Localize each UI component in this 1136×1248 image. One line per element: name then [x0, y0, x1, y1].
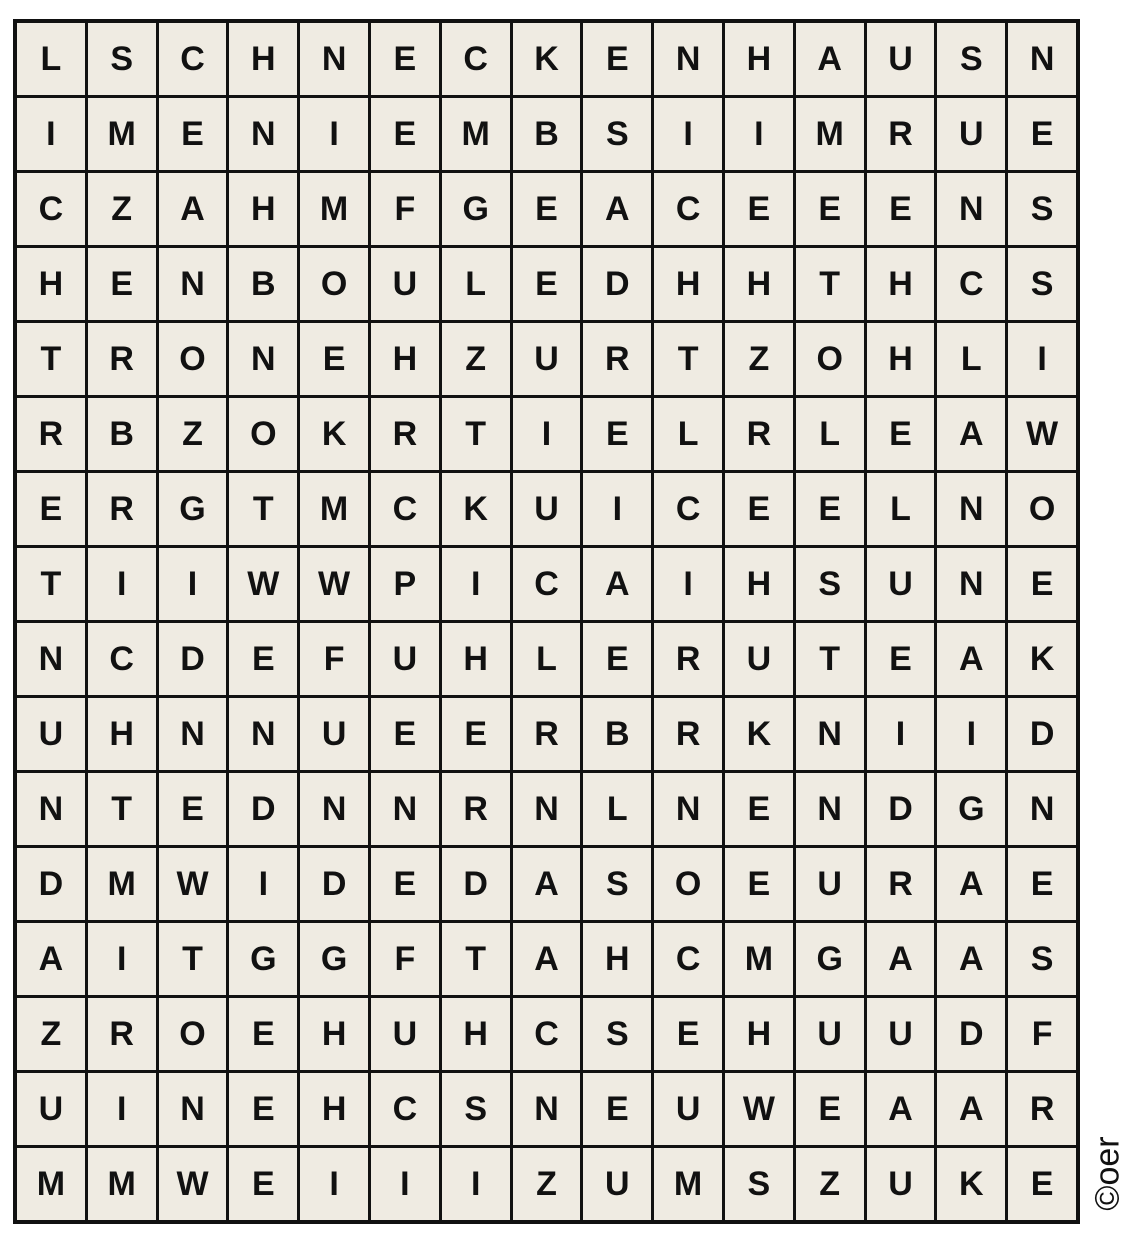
grid-cell[interactable]: K — [513, 23, 581, 95]
grid-cell[interactable]: R — [654, 698, 722, 770]
grid-cell[interactable]: B — [88, 398, 156, 470]
grid-cell[interactable]: Z — [725, 323, 793, 395]
grid-cell[interactable]: H — [867, 248, 935, 320]
grid-cell[interactable]: N — [229, 323, 297, 395]
grid-cell[interactable]: E — [796, 173, 864, 245]
grid-cell[interactable]: F — [371, 173, 439, 245]
grid-cell[interactable]: A — [513, 923, 581, 995]
grid-cell[interactable]: N — [654, 773, 722, 845]
grid-cell[interactable]: H — [583, 923, 651, 995]
grid-cell[interactable]: E — [583, 623, 651, 695]
grid-cell[interactable]: T — [159, 923, 227, 995]
grid-cell[interactable]: C — [17, 173, 85, 245]
copyright-notice — [1086, 1118, 1130, 1228]
grid-cell[interactable]: E — [371, 98, 439, 170]
grid-cell[interactable]: S — [88, 23, 156, 95]
grid-cell[interactable]: N — [937, 548, 1005, 620]
grid-cell[interactable]: U — [371, 998, 439, 1070]
grid-cell[interactable]: E — [229, 1073, 297, 1145]
grid-cell[interactable]: L — [937, 323, 1005, 395]
grid-cell[interactable]: M — [300, 473, 368, 545]
grid-cell[interactable]: Z — [796, 1148, 864, 1220]
grid-cell[interactable]: S — [583, 848, 651, 920]
grid-cell[interactable]: C — [654, 923, 722, 995]
grid-cell[interactable]: E — [229, 1148, 297, 1220]
grid-cell[interactable]: T — [229, 473, 297, 545]
grid-cell[interactable]: L — [796, 398, 864, 470]
grid-cell[interactable]: M — [88, 848, 156, 920]
grid-cell[interactable]: U — [796, 848, 864, 920]
grid-cell[interactable]: L — [442, 248, 510, 320]
grid-cell[interactable]: N — [796, 698, 864, 770]
grid-cell[interactable]: H — [725, 548, 793, 620]
grid-cell[interactable]: S — [1008, 173, 1076, 245]
grid-cell[interactable]: O — [300, 248, 368, 320]
grid-cell[interactable]: L — [583, 773, 651, 845]
grid-cell[interactable]: K — [442, 473, 510, 545]
grid-cell[interactable]: K — [1008, 623, 1076, 695]
grid-cell[interactable]: O — [229, 398, 297, 470]
grid-cell[interactable]: G — [937, 773, 1005, 845]
grid-cell[interactable]: R — [867, 98, 935, 170]
grid-cell[interactable]: M — [796, 98, 864, 170]
grid-cell[interactable]: D — [229, 773, 297, 845]
grid-cell[interactable]: G — [229, 923, 297, 995]
grid-cell[interactable]: S — [583, 998, 651, 1070]
grid-cell[interactable]: R — [88, 323, 156, 395]
grid-cell[interactable]: I — [513, 398, 581, 470]
grid-cell[interactable]: I — [88, 548, 156, 620]
grid-cell[interactable]: N — [513, 773, 581, 845]
grid-cell[interactable]: E — [513, 173, 581, 245]
grid-cell[interactable]: K — [937, 1148, 1005, 1220]
grid-cell[interactable]: D — [17, 848, 85, 920]
grid-cell[interactable]: U — [867, 548, 935, 620]
grid-cell[interactable]: W — [1008, 398, 1076, 470]
grid-cell[interactable]: G — [300, 923, 368, 995]
grid-cell[interactable]: E — [796, 473, 864, 545]
grid-cell[interactable]: N — [17, 623, 85, 695]
grid-cell[interactable]: N — [371, 773, 439, 845]
grid-cell[interactable]: G — [159, 473, 227, 545]
grid-cell[interactable]: H — [654, 248, 722, 320]
grid-cell[interactable]: Z — [17, 998, 85, 1070]
grid-cell[interactable]: R — [583, 323, 651, 395]
grid-cell[interactable]: W — [159, 848, 227, 920]
grid-cell[interactable]: C — [513, 548, 581, 620]
grid-cell[interactable]: E — [1008, 548, 1076, 620]
grid-cell[interactable]: O — [654, 848, 722, 920]
grid-cell[interactable]: M — [442, 98, 510, 170]
grid-cell[interactable]: U — [371, 623, 439, 695]
grid-cell[interactable]: S — [1008, 248, 1076, 320]
grid-cell[interactable]: N — [1008, 23, 1076, 95]
grid-cell[interactable]: I — [17, 98, 85, 170]
grid-cell[interactable]: W — [159, 1148, 227, 1220]
grid-cell[interactable]: W — [229, 548, 297, 620]
grid-cell[interactable]: A — [513, 848, 581, 920]
grid-cell[interactable]: E — [371, 23, 439, 95]
grid-cell[interactable]: N — [229, 698, 297, 770]
grid-cell[interactable]: U — [17, 1073, 85, 1145]
grid-cell[interactable]: C — [513, 998, 581, 1070]
grid-cell[interactable]: T — [442, 398, 510, 470]
grid-cell[interactable]: L — [513, 623, 581, 695]
grid-cell[interactable]: B — [513, 98, 581, 170]
grid-cell[interactable]: A — [583, 173, 651, 245]
grid-cell[interactable]: M — [88, 98, 156, 170]
grid-cell[interactable]: A — [17, 923, 85, 995]
grid-cell[interactable]: N — [1008, 773, 1076, 845]
grid-cell[interactable]: I — [229, 848, 297, 920]
grid-cell[interactable]: U — [867, 998, 935, 1070]
copyright-text: ©oer — [1088, 1135, 1127, 1211]
grid-cell[interactable]: U — [937, 98, 1005, 170]
grid-cell[interactable]: I — [654, 98, 722, 170]
grid-cell[interactable]: I — [88, 923, 156, 995]
grid-cell[interactable]: I — [654, 548, 722, 620]
grid-cell[interactable]: E — [159, 773, 227, 845]
grid-cell[interactable]: U — [513, 323, 581, 395]
grid-cell[interactable]: H — [442, 623, 510, 695]
grid-cell[interactable]: N — [654, 23, 722, 95]
grid-cell[interactable]: E — [725, 473, 793, 545]
grid-cell[interactable]: E — [583, 23, 651, 95]
grid-cell[interactable]: R — [725, 398, 793, 470]
grid-cell[interactable]: U — [513, 473, 581, 545]
grid-cell[interactable]: S — [1008, 923, 1076, 995]
grid-cell[interactable]: U — [17, 698, 85, 770]
grid-cell[interactable]: E — [725, 773, 793, 845]
grid-cell[interactable]: H — [88, 698, 156, 770]
grid-cell[interactable]: T — [17, 548, 85, 620]
grid-cell[interactable]: D — [867, 773, 935, 845]
grid-cell[interactable]: I — [442, 1148, 510, 1220]
grid-cell[interactable]: O — [159, 323, 227, 395]
grid-cell[interactable]: R — [88, 998, 156, 1070]
grid-cell[interactable]: U — [796, 998, 864, 1070]
grid-cell[interactable]: E — [1008, 98, 1076, 170]
grid-cell[interactable]: F — [300, 623, 368, 695]
grid-cell[interactable]: E — [513, 248, 581, 320]
grid-cell[interactable]: I — [867, 698, 935, 770]
grid-cell[interactable]: G — [442, 173, 510, 245]
grid-cell[interactable]: E — [583, 398, 651, 470]
grid-cell[interactable]: N — [159, 698, 227, 770]
grid-cell[interactable]: F — [1008, 998, 1076, 1070]
grid-cell[interactable]: C — [442, 23, 510, 95]
grid-cell[interactable]: D — [442, 848, 510, 920]
grid-cell[interactable]: U — [867, 1148, 935, 1220]
grid-cell[interactable]: R — [442, 773, 510, 845]
grid-cell[interactable]: E — [88, 248, 156, 320]
grid-cell[interactable]: Z — [159, 398, 227, 470]
grid-cell[interactable]: H — [725, 248, 793, 320]
grid-cell[interactable]: I — [1008, 323, 1076, 395]
grid-cell[interactable]: U — [654, 1073, 722, 1145]
grid-cell[interactable]: A — [583, 548, 651, 620]
grid-cell[interactable]: I — [937, 698, 1005, 770]
grid-cell[interactable]: S — [725, 1148, 793, 1220]
grid-cell[interactable]: A — [937, 623, 1005, 695]
grid-cell[interactable]: I — [442, 548, 510, 620]
grid-cell[interactable]: C — [654, 473, 722, 545]
grid-cell[interactable]: A — [867, 923, 935, 995]
grid-cell[interactable]: E — [725, 173, 793, 245]
grid-cell[interactable]: E — [1008, 848, 1076, 920]
grid-cell[interactable]: R — [654, 623, 722, 695]
grid-cell[interactable]: N — [796, 773, 864, 845]
grid-cell[interactable]: R — [1008, 1073, 1076, 1145]
grid-cell[interactable]: U — [371, 248, 439, 320]
grid-cell[interactable]: H — [17, 248, 85, 320]
grid-cell[interactable]: I — [300, 98, 368, 170]
grid-cell[interactable]: A — [159, 173, 227, 245]
grid-cell[interactable]: T — [17, 323, 85, 395]
grid-cell[interactable]: L — [17, 23, 85, 95]
grid-cell[interactable]: I — [159, 548, 227, 620]
grid-cell[interactable]: H — [300, 1073, 368, 1145]
grid-cell[interactable]: H — [229, 173, 297, 245]
grid-cell[interactable]: T — [442, 923, 510, 995]
grid-cell[interactable]: E — [867, 398, 935, 470]
grid-cell[interactable]: A — [937, 848, 1005, 920]
grid-cell[interactable]: A — [937, 923, 1005, 995]
grid-cell[interactable]: E — [1008, 1148, 1076, 1220]
grid-cell[interactable]: H — [867, 323, 935, 395]
grid-cell[interactable]: S — [796, 548, 864, 620]
grid-cell[interactable]: W — [300, 548, 368, 620]
grid-cell[interactable]: W — [725, 1073, 793, 1145]
grid-cell[interactable]: I — [725, 98, 793, 170]
grid-cell[interactable]: H — [725, 998, 793, 1070]
grid-cell[interactable]: N — [937, 473, 1005, 545]
grid-cell[interactable]: M — [88, 1148, 156, 1220]
grid-cell[interactable]: N — [17, 773, 85, 845]
grid-cell[interactable]: H — [229, 23, 297, 95]
grid-cell[interactable]: S — [937, 23, 1005, 95]
grid-cell[interactable]: U — [583, 1148, 651, 1220]
grid-cell[interactable]: E — [371, 848, 439, 920]
grid-cell[interactable]: N — [300, 773, 368, 845]
grid-cell[interactable]: S — [442, 1073, 510, 1145]
grid-cell[interactable]: E — [229, 998, 297, 1070]
grid-cell[interactable]: E — [583, 1073, 651, 1145]
grid-cell[interactable]: G — [796, 923, 864, 995]
grid-cell[interactable]: R — [513, 698, 581, 770]
grid-cell[interactable]: M — [17, 1148, 85, 1220]
grid-cell[interactable]: N — [513, 1073, 581, 1145]
grid-cell[interactable]: M — [725, 923, 793, 995]
grid-cell[interactable]: R — [88, 473, 156, 545]
grid-cell[interactable]: Z — [442, 323, 510, 395]
grid-cell[interactable]: C — [159, 23, 227, 95]
grid-cell[interactable]: T — [796, 248, 864, 320]
grid-cell[interactable]: I — [300, 1148, 368, 1220]
grid-cell[interactable]: L — [867, 473, 935, 545]
grid-cell[interactable]: D — [300, 848, 368, 920]
grid-cell[interactable]: N — [159, 248, 227, 320]
grid-cell[interactable]: B — [229, 248, 297, 320]
grid-cell[interactable]: C — [371, 1073, 439, 1145]
grid-cell[interactable]: L — [654, 398, 722, 470]
grid-cell[interactable]: H — [371, 323, 439, 395]
grid-cell[interactable]: K — [300, 398, 368, 470]
grid-cell[interactable]: U — [867, 23, 935, 95]
grid-cell[interactable]: I — [583, 473, 651, 545]
grid-cell[interactable]: E — [371, 698, 439, 770]
grid-cell[interactable]: N — [229, 98, 297, 170]
grid-cell[interactable]: H — [442, 998, 510, 1070]
grid-cell[interactable]: A — [937, 1073, 1005, 1145]
grid-cell[interactable]: P — [371, 548, 439, 620]
grid-cell[interactable]: D — [159, 623, 227, 695]
grid-cell[interactable]: M — [654, 1148, 722, 1220]
grid-cell[interactable]: B — [583, 698, 651, 770]
grid-cell[interactable]: S — [583, 98, 651, 170]
grid-cell[interactable]: E — [229, 623, 297, 695]
grid-cell[interactable]: H — [725, 23, 793, 95]
grid-cell[interactable]: C — [937, 248, 1005, 320]
grid-cell[interactable]: E — [867, 623, 935, 695]
grid-cell[interactable]: E — [300, 323, 368, 395]
grid-cell[interactable]: U — [300, 698, 368, 770]
grid-cell[interactable]: K — [725, 698, 793, 770]
grid-cell[interactable]: C — [371, 473, 439, 545]
grid-cell[interactable]: Z — [513, 1148, 581, 1220]
grid-cell[interactable]: E — [654, 998, 722, 1070]
grid-cell[interactable]: N — [937, 173, 1005, 245]
grid-cell[interactable]: A — [867, 1073, 935, 1145]
grid-cell[interactable]: R — [17, 398, 85, 470]
grid-cell[interactable]: N — [300, 23, 368, 95]
grid-cell[interactable]: I — [88, 1073, 156, 1145]
grid-cell[interactable]: O — [159, 998, 227, 1070]
grid-cell[interactable]: I — [371, 1148, 439, 1220]
grid-cell[interactable]: D — [583, 248, 651, 320]
grid-cell[interactable]: Z — [88, 173, 156, 245]
grid-cell[interactable]: N — [159, 1073, 227, 1145]
grid-cell[interactable]: E — [796, 1073, 864, 1145]
grid-cell[interactable]: T — [796, 623, 864, 695]
grid-cell[interactable]: A — [937, 398, 1005, 470]
grid-cell[interactable]: M — [300, 173, 368, 245]
word-search-grid — [13, 19, 1080, 1224]
grid-cell[interactable]: F — [371, 923, 439, 995]
grid-cell[interactable]: C — [88, 623, 156, 695]
grid-cell[interactable]: T — [654, 323, 722, 395]
grid-cell[interactable]: O — [1008, 473, 1076, 545]
grid-cell[interactable]: A — [796, 23, 864, 95]
grid-cell[interactable]: C — [654, 173, 722, 245]
grid-cell[interactable]: E — [442, 698, 510, 770]
grid-cell[interactable]: E — [159, 98, 227, 170]
grid-cell[interactable]: D — [937, 998, 1005, 1070]
grid-cell[interactable]: O — [796, 323, 864, 395]
grid-cell[interactable]: E — [17, 473, 85, 545]
grid-cell[interactable]: R — [867, 848, 935, 920]
grid-cell[interactable]: E — [725, 848, 793, 920]
grid-cell[interactable]: D — [1008, 698, 1076, 770]
grid-cell[interactable]: U — [725, 623, 793, 695]
grid-cell[interactable]: T — [88, 773, 156, 845]
grid-cell[interactable]: H — [300, 998, 368, 1070]
grid-cell[interactable]: E — [867, 173, 935, 245]
grid-cell[interactable]: R — [371, 398, 439, 470]
